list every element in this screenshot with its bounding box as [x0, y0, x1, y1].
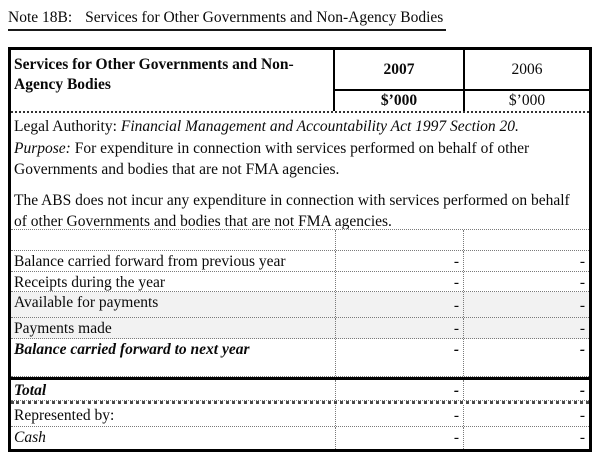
row-label: Balance carried forward from previous year: [14, 253, 286, 270]
column-header-2006: 2006: [463, 50, 589, 89]
column-header-2007: 2007: [383, 60, 415, 78]
table-row-empty: [11, 230, 589, 251]
row-label: [11, 230, 335, 250]
value-2006: -: [463, 427, 589, 449]
year-header-row: [335, 50, 589, 91]
value-2007: -: [335, 292, 463, 317]
note-table: [8, 47, 592, 452]
table-header: [11, 50, 589, 111]
table-row-balance-previous: [11, 251, 589, 272]
row-label: Receipts during the year: [14, 274, 166, 291]
value-2007: -: [335, 405, 463, 426]
value-2006: -: [463, 318, 589, 338]
row-label: Payments made: [14, 320, 112, 337]
value-2006: -: [463, 380, 589, 400]
value-2006: [463, 230, 589, 250]
unit-header-2006: $’000: [463, 91, 589, 111]
table-row-represented-by: [11, 401, 589, 427]
table-title-cell: Services for Other Governments and Non-Agency Bodies: [11, 50, 335, 111]
row-label: Represented by:: [14, 407, 115, 424]
legal-authority-paragraph: [14, 116, 585, 138]
table-row-receipts: [11, 272, 589, 292]
note-number: Note 18B:: [8, 9, 73, 26]
value-2007: -: [335, 427, 463, 449]
description-cell: [11, 111, 589, 230]
value-2007: -: [335, 318, 463, 338]
table-row-balance-next: [11, 339, 589, 377]
unit-header-row: [335, 91, 589, 111]
purpose-text: For expenditure in connection with services performed on behalf of other Governments and bodies that are not FMA agencies.: [14, 139, 530, 178]
purpose-paragraph: [14, 138, 585, 181]
table-row-payments-made: [11, 318, 589, 339]
abs-note-paragraph: The ABS does not incur any expenditure in connection with services performed on behalf of other Governments and bodies that are not FMA agencies.: [14, 191, 570, 230]
value-2007: -: [335, 272, 463, 291]
value-2007: -: [335, 380, 463, 400]
row-label: Total: [14, 382, 47, 399]
year-columns-header: [335, 50, 589, 111]
row-label: Cash: [14, 429, 46, 446]
value-2006: -: [463, 405, 589, 426]
value-2007: -: [335, 251, 463, 271]
value-2006: -: [463, 251, 589, 271]
value-2007: -: [335, 339, 463, 376]
value-2007: [335, 230, 463, 250]
table-row-available: [11, 292, 589, 318]
row-label: Balance carried forward to next year: [14, 341, 250, 358]
note-title: Services for Other Governments and Non-Agency Bodies: [85, 9, 444, 26]
page-title: [8, 9, 446, 31]
table-row-total: [11, 377, 589, 401]
row-label: Available for payments: [14, 294, 159, 311]
value-2006: -: [463, 339, 589, 376]
legal-authority-label: Legal Authority:: [14, 118, 117, 135]
table-row-cash: [11, 427, 589, 449]
legal-authority-act: Financial Management and Accountability Act 1997 Section 20.: [120, 118, 519, 135]
value-2006: -: [463, 292, 589, 317]
unit-header-2007: $’000: [380, 92, 418, 109]
purpose-label: Purpose:: [14, 139, 71, 157]
value-2006: -: [463, 272, 589, 291]
